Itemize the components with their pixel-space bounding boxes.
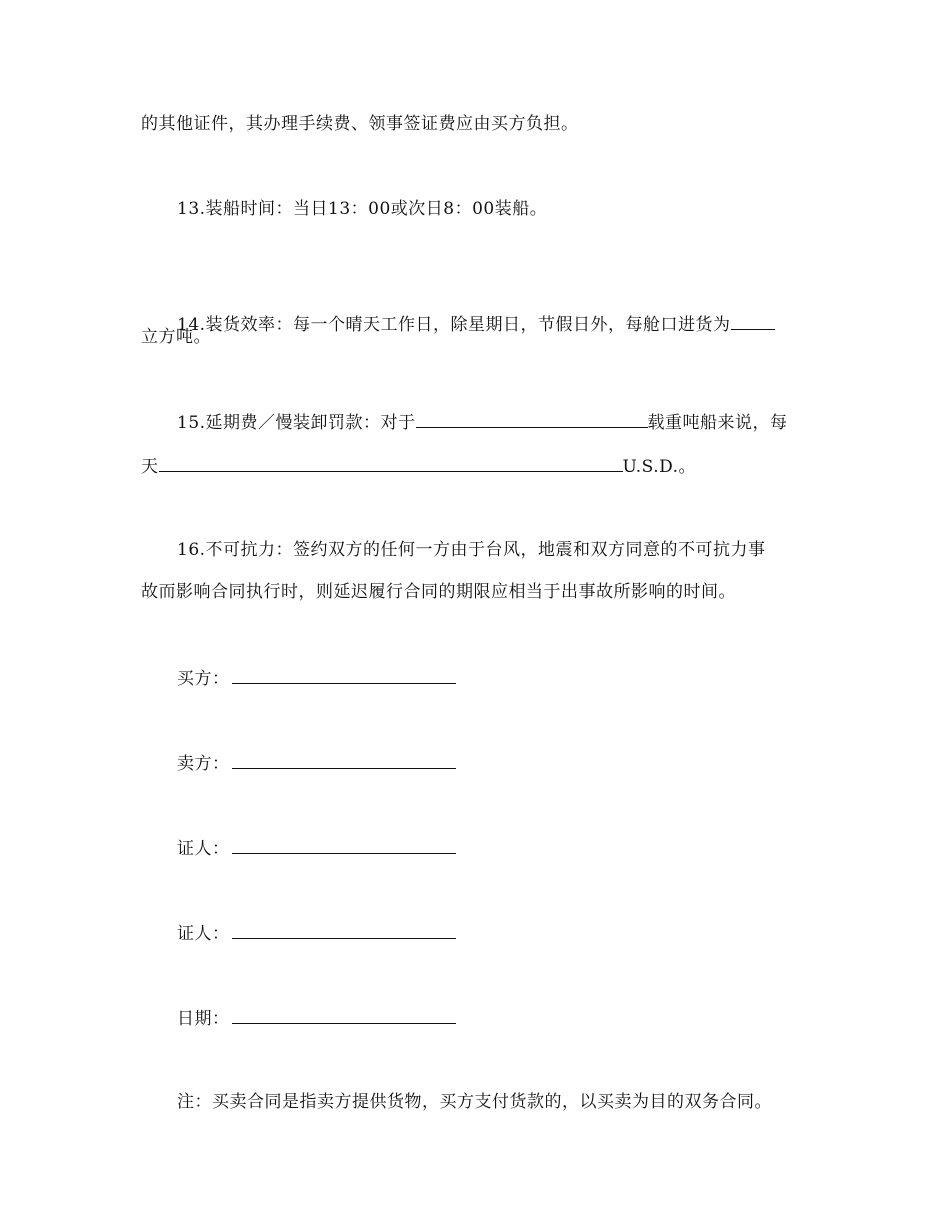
continuation-text: 的其他证件，其办理手续费、领事签证费应由买方负担。: [141, 114, 579, 134]
clause-16-line-2: 故而影响合同执行时，则延迟履行合同的期限应相当于出事故所影响的时间。: [141, 582, 736, 602]
clause-15-text-c: 天: [141, 457, 159, 477]
seller-signature-line: [177, 750, 456, 776]
note-text: 注：买卖合同是指卖方提供货物，买方支付货款的，以买卖为目的双务合同。: [177, 1092, 772, 1112]
witness-1-label: 证人：: [177, 839, 230, 859]
date-signature-blank: [232, 1005, 456, 1024]
witness-1-signature-line: [177, 835, 456, 861]
witness-1-signature-blank: [232, 835, 456, 854]
clause-14-blank: [731, 311, 775, 330]
clause-15-text-a: 15.延期费／慢装卸罚款：对于: [177, 413, 416, 433]
clause-14-text: 14.装货效率：每一个晴天工作日，除星期日，节假日外，每舱口进货为: [177, 315, 731, 335]
clause-15-line-1: [177, 409, 788, 435]
date-signature-line: [177, 1005, 456, 1031]
seller-label: 卖方：: [177, 754, 230, 774]
witness-2-label: 证人：: [177, 924, 230, 944]
clause-15-amount-blank: [159, 453, 623, 472]
clause-14-line-2: 立方吨。: [141, 327, 211, 347]
seller-signature-blank: [232, 750, 456, 769]
clause-15-text-b: 载重吨船来说，每: [647, 413, 788, 433]
witness-2-signature-line: [177, 920, 456, 946]
clause-15-tonnage-blank: [416, 409, 648, 428]
clause-13: 13.装船时间：当日13：00或次日8：00装船。: [177, 199, 548, 219]
buyer-signature-line: [177, 665, 456, 691]
clause-15-text-d: U.S.D.。: [622, 457, 697, 477]
date-label: 日期：: [177, 1009, 230, 1029]
clause-16-line-1: 16.不可抗力：签约双方的任何一方由于台风，地震和双方同意的不可抗力事: [177, 540, 766, 560]
clause-14-line-1: [177, 311, 775, 337]
buyer-signature-blank: [232, 665, 456, 684]
buyer-label: 买方：: [177, 669, 230, 689]
witness-2-signature-blank: [232, 920, 456, 939]
clause-15-line-2: [141, 453, 696, 479]
